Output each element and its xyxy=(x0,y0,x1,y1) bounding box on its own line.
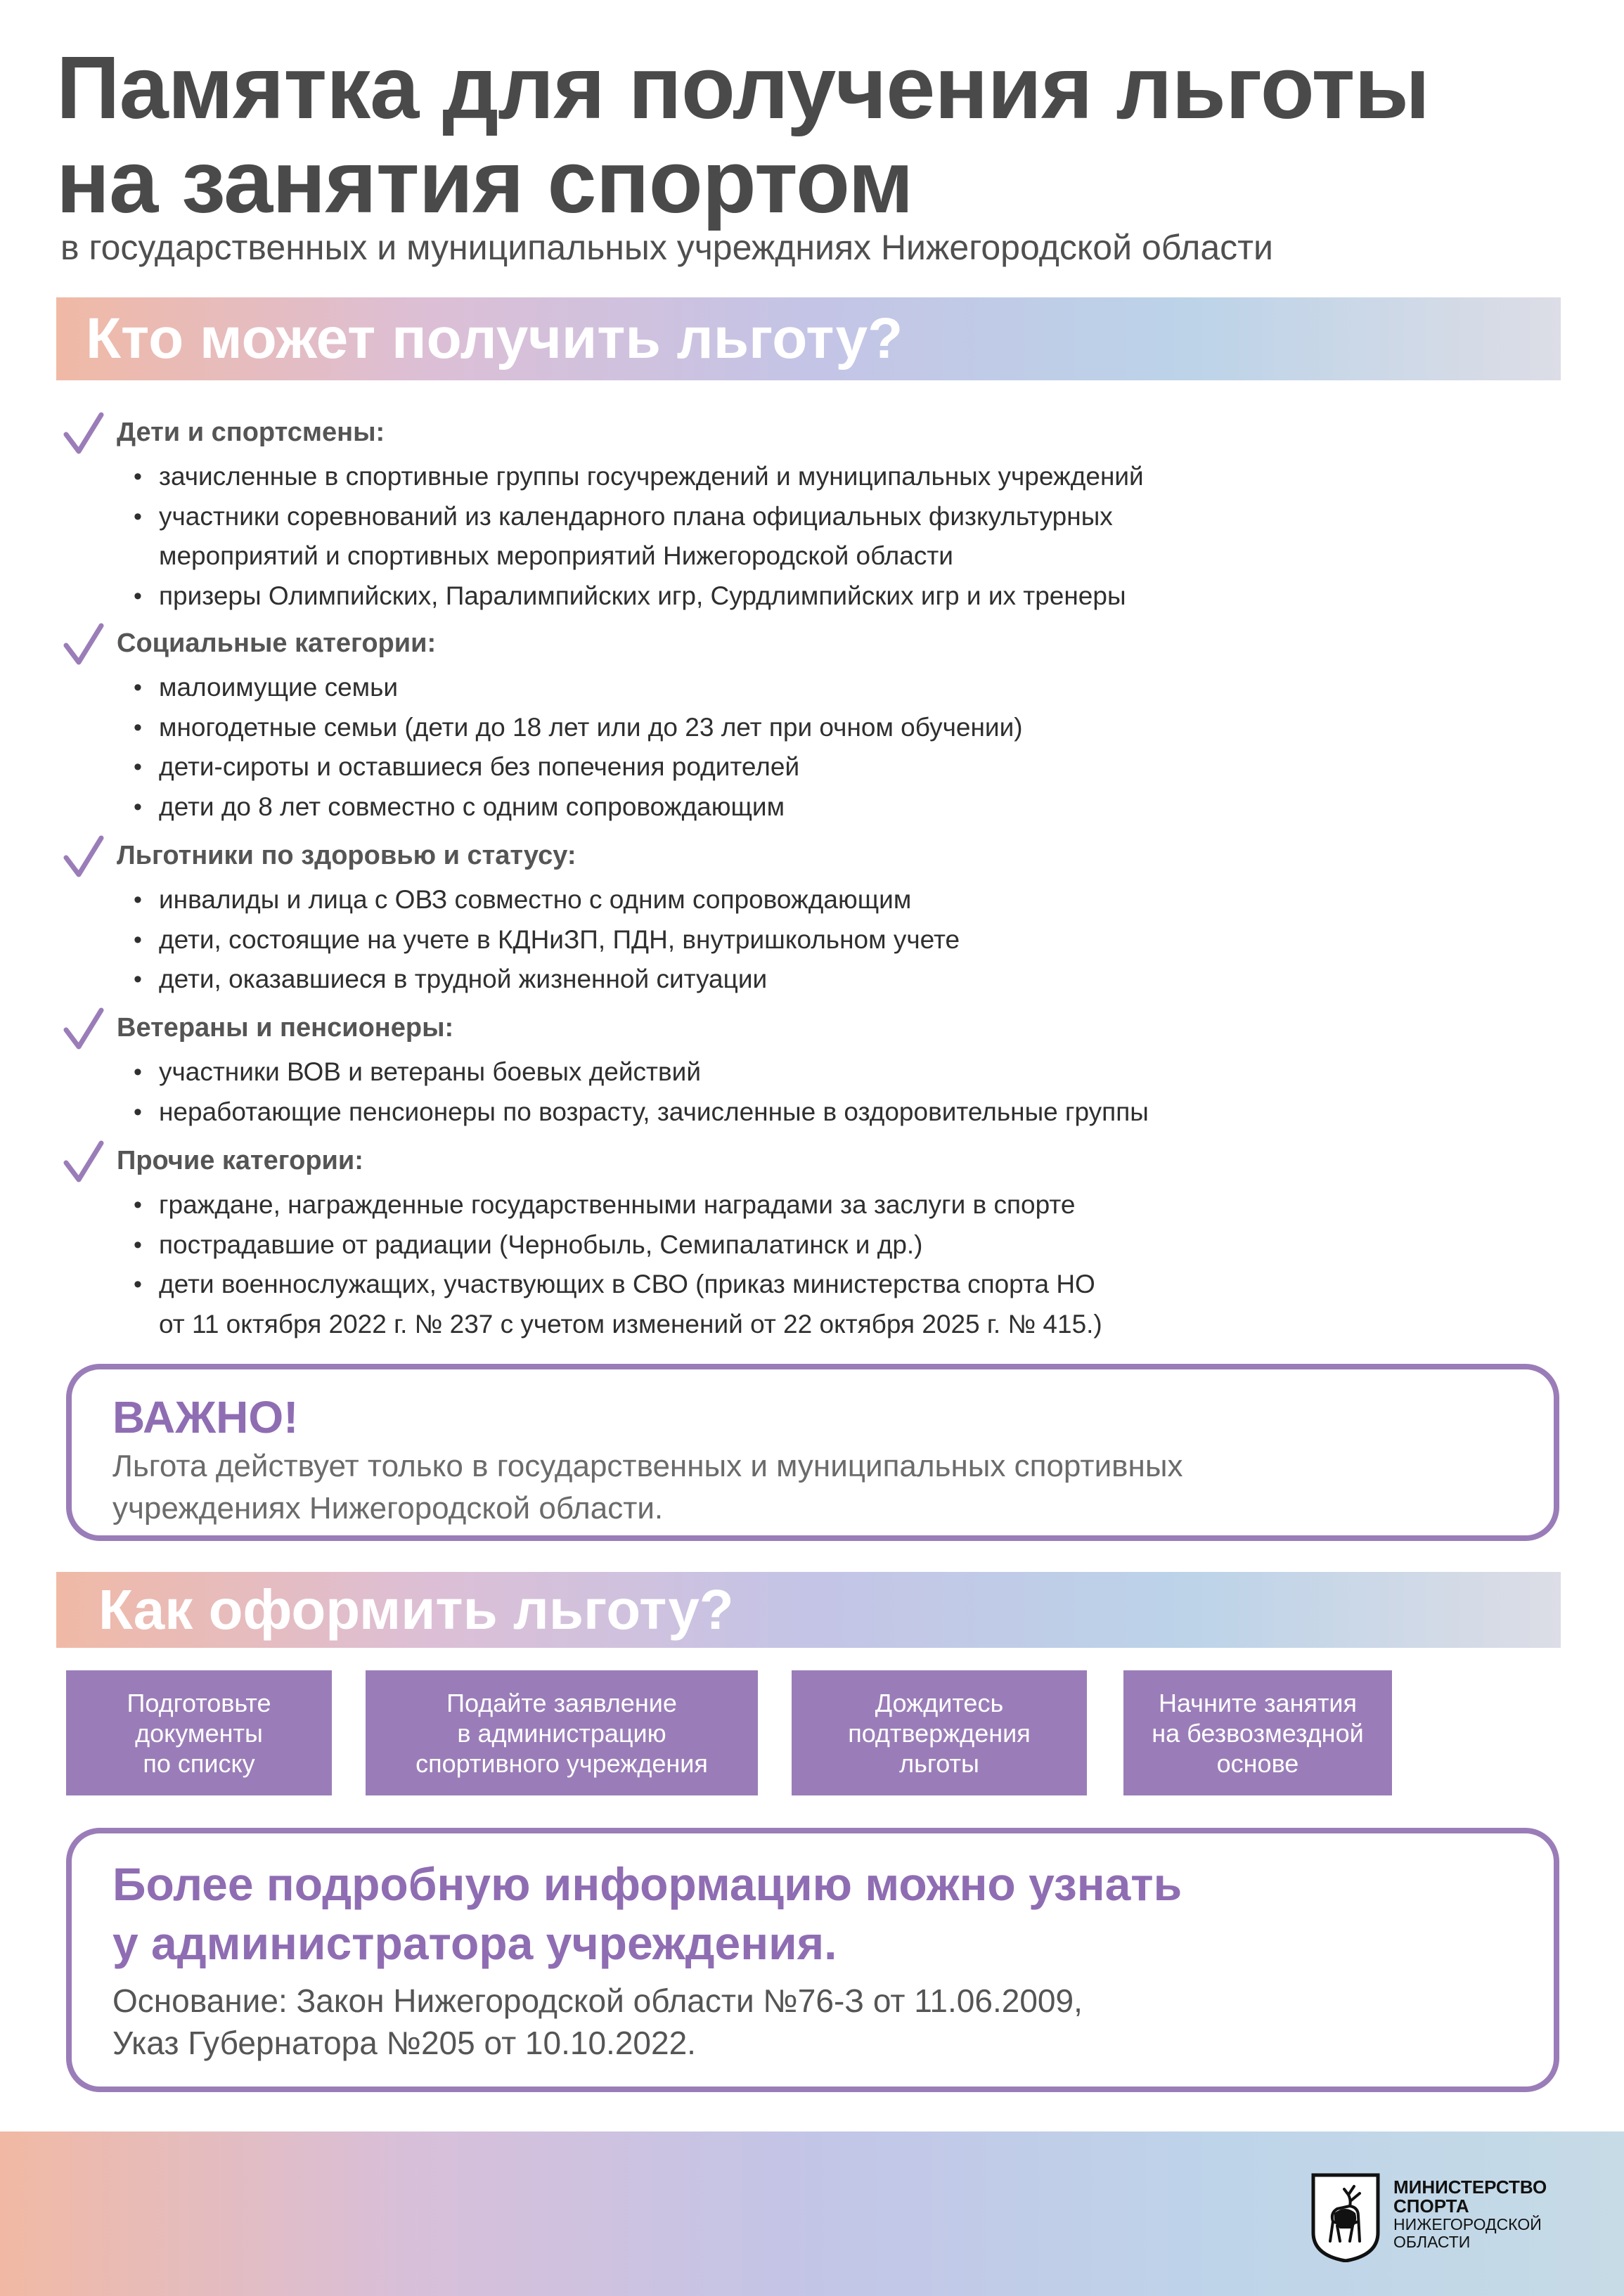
logo-line-oblast: ОБЛАСТИ xyxy=(1393,2233,1471,2251)
steps-row xyxy=(66,1670,1559,1795)
list-item: • участники соревнований из календарного плана официальных физкультурных xyxy=(134,497,1504,537)
category-children-athletes xyxy=(63,411,1504,616)
important-title: ВАЖНО! xyxy=(112,1392,299,1443)
step-submit-application xyxy=(366,1670,758,1795)
category-header xyxy=(63,1006,1504,1052)
page-title xyxy=(56,38,1603,231)
list-item: • призеры Олимпийских, Паралимпийских игр, Сурдлимпийских игр и их тренеры xyxy=(134,576,1504,617)
list-item: • граждане, награжденные государственными наградами за заслуги в спорте xyxy=(134,1185,1504,1225)
logo-line-ministry: МИНИСТЕРСТВО xyxy=(1393,2176,1547,2198)
deer-emblem-icon xyxy=(1309,2172,1382,2262)
list-item: • неработающие пенсионеры по возрасту, зачисленные в оздоровительные группы xyxy=(134,1092,1504,1133)
list-item: • пострадавшие от радиации (Чернобыль, Семипалатинск и др.) xyxy=(134,1225,1504,1265)
category-items xyxy=(134,457,1504,616)
category-items xyxy=(134,880,1504,1000)
list-item: • дети-сироты и оставшиеся без попечения родителей xyxy=(134,747,1504,787)
important-notice xyxy=(66,1364,1559,1541)
category-label: Льготники по здоровью и статусу: xyxy=(117,841,576,870)
category-label: Социальные категории: xyxy=(117,628,437,658)
category-other xyxy=(63,1139,1504,1344)
category-veterans-pensioners xyxy=(63,1006,1504,1132)
step-prepare-documents xyxy=(66,1670,332,1795)
category-header xyxy=(63,834,1504,880)
checkmark-icon xyxy=(63,411,104,457)
page-title-line-1: Памятка для получения льготы xyxy=(56,38,1429,137)
step-label: Подготовьте документы по списку xyxy=(127,1688,271,1778)
category-label: Ветераны и пенсионеры: xyxy=(117,1013,454,1043)
who-section-header xyxy=(56,297,1561,380)
how-section-title: Как оформить льготу? xyxy=(98,1578,734,1641)
step-await-confirmation xyxy=(792,1670,1087,1795)
list-item: • участники ВОВ и ветераны боевых действий xyxy=(134,1052,1504,1092)
category-social xyxy=(63,621,1504,827)
checkmark-icon xyxy=(63,621,104,668)
how-section-header xyxy=(56,1572,1561,1648)
more-info-title: Более подробную информацию можно узнать у администратора учреждения. xyxy=(112,1858,1182,1969)
logo-line-region: НИЖЕГОРОДСКОЙ xyxy=(1393,2215,1542,2233)
category-header xyxy=(63,1139,1504,1185)
step-label: Дождитесь подтверждения льготы xyxy=(848,1688,1031,1778)
category-items xyxy=(134,1052,1504,1132)
category-header xyxy=(63,411,1504,457)
important-text: Льгота действует только в государственных и муниципальных спортивных учреждениях Нижегородской области. xyxy=(112,1449,1183,1526)
list-item: • малоимущие семьи xyxy=(134,668,1504,708)
logo-text xyxy=(1393,2178,1547,2251)
logo-line-sport: СПОРТА xyxy=(1393,2195,1469,2217)
list-item-continuation: от 11 октября 2022 г. № 237 с учетом изменений от 22 октября 2025 г. № 415.) xyxy=(159,1309,1102,1339)
list-item: • дети до 8 лет совместно с одним сопровождающим xyxy=(134,787,1504,827)
category-health-status xyxy=(63,834,1504,1000)
list-item: • дети, оказавшиеся в трудной жизненной ситуации xyxy=(134,960,1504,1000)
list-item: • зачисленные в спортивные группы госучреждений и муниципальных учреждений xyxy=(134,457,1504,497)
step-start-training xyxy=(1123,1670,1392,1795)
category-label: Прочие категории: xyxy=(117,1146,363,1175)
more-info-box xyxy=(66,1828,1559,2092)
category-header xyxy=(63,621,1504,668)
checkmark-icon xyxy=(63,1139,104,1185)
step-label: Начните занятия на безвозмездной основе xyxy=(1152,1688,1364,1778)
list-item: • инвалиды и лица с ОВЗ совместно с одним сопровождающим xyxy=(134,880,1504,920)
category-label: Дети и спортсмены: xyxy=(117,418,385,447)
category-items xyxy=(134,1185,1504,1344)
footer xyxy=(0,2131,1624,2296)
list-item-continuation: мероприятий и спортивных мероприятий Нижегородской области xyxy=(159,541,953,570)
list-item: • дети, состоящие на учете в КДНиЗП, ПДН, внутришкольном учете xyxy=(134,920,1504,960)
list-item: • многодетные семьи (дети до 18 лет или до 23 лет при очном обучении) xyxy=(134,708,1504,748)
checkmark-icon xyxy=(63,834,104,880)
list-item: • дети военнослужащих, участвующих в СВО (приказ министерства спорта НО xyxy=(134,1265,1504,1305)
who-section-title: Кто может получить льготу? xyxy=(86,307,903,370)
ministry-logo xyxy=(1309,2172,1547,2262)
category-items xyxy=(134,668,1504,827)
step-label: Подайте заявление в администрацию спортивного учреждения xyxy=(415,1688,708,1778)
legal-basis: Основание: Закон Нижегородской области №76-З от 11.06.2009, Указ Губернатора №205 от 10.10.2022. xyxy=(112,1982,1083,2061)
page-title-line-2: на занятия спортом xyxy=(56,132,913,231)
page-subtitle: в государственных и муниципальных учреждниях Нижегородской области xyxy=(60,228,1273,267)
checkmark-icon xyxy=(63,1006,104,1052)
